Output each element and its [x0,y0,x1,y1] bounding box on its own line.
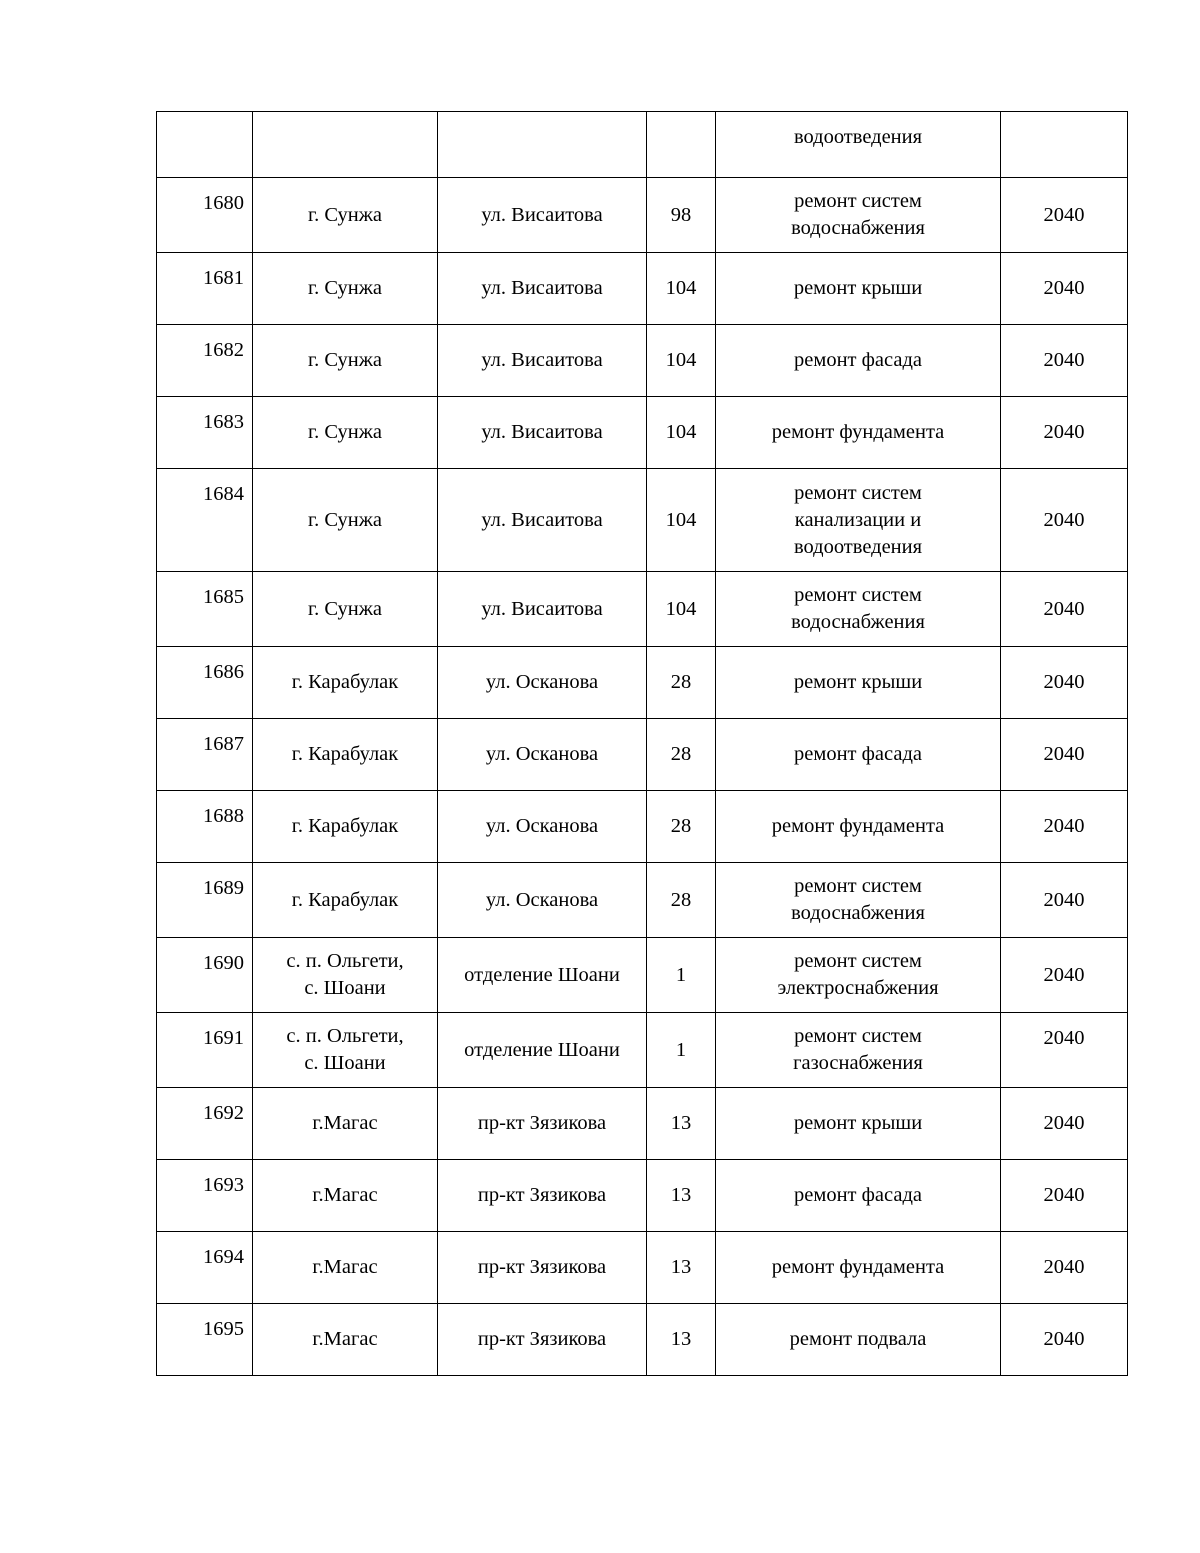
cell-street: ул. Висаитова [438,572,647,647]
cell-number: 1681 [157,253,253,325]
cell-year: 2040 [1001,469,1128,572]
cell-house: 28 [647,647,716,719]
cell-street: ул. Висаитова [438,253,647,325]
cell-year: 2040 [1001,719,1128,791]
cell-year: 2040 [1001,1304,1128,1376]
cell-number: 1680 [157,178,253,253]
cell-street: отделение Шоани [438,938,647,1013]
cell-work-type: ремонт крыши [716,647,1001,719]
cell-settlement: г. Сунжа [253,178,438,253]
cell-house: 1 [647,1013,716,1088]
repair-schedule-table [156,111,1128,1376]
cell-year: 2040 [1001,863,1128,938]
cell-house: 104 [647,253,716,325]
cell-settlement: г. Сунжа [253,469,438,572]
table-row [157,253,1128,325]
cell-settlement: г. Карабулак [253,863,438,938]
table-row [157,791,1128,863]
cell-street [438,112,647,178]
cell-work-type: водоотведения [716,112,1001,178]
cell-work-type: ремонт фундамента [716,1232,1001,1304]
cell-work-type: ремонт систем канализации и водоотведения [716,469,1001,572]
cell-house: 104 [647,397,716,469]
cell-street: ул. Осканова [438,647,647,719]
cell-number: 1686 [157,647,253,719]
cell-street: ул. Осканова [438,719,647,791]
cell-house: 28 [647,791,716,863]
cell-settlement: г. Сунжа [253,572,438,647]
cell-year: 2040 [1001,253,1128,325]
table-row [157,1304,1128,1376]
table-row [157,572,1128,647]
table-row [157,1013,1128,1088]
cell-street: ул. Висаитова [438,397,647,469]
cell-street: ул. Висаитова [438,469,647,572]
cell-house: 28 [647,719,716,791]
cell-work-type: ремонт крыши [716,253,1001,325]
cell-settlement: г.Магас [253,1232,438,1304]
cell-house: 13 [647,1088,716,1160]
cell-street: пр-кт Зязикова [438,1088,647,1160]
cell-settlement: г. Сунжа [253,397,438,469]
cell-house: 98 [647,178,716,253]
cell-work-type: ремонт фасада [716,1160,1001,1232]
cell-work-type: ремонт фундамента [716,397,1001,469]
cell-year: 2040 [1001,1160,1128,1232]
cell-street: ул. Висаитова [438,178,647,253]
cell-house: 1 [647,938,716,1013]
cell-settlement: г. Карабулак [253,791,438,863]
cell-house: 104 [647,469,716,572]
table-row [157,1088,1128,1160]
cell-number: 1690 [157,938,253,1013]
table-row [157,863,1128,938]
cell-number: 1682 [157,325,253,397]
cell-number: 1691 [157,1013,253,1088]
cell-street: пр-кт Зязикова [438,1304,647,1376]
table-row [157,397,1128,469]
cell-house: 13 [647,1160,716,1232]
cell-number: 1684 [157,469,253,572]
cell-settlement: г. Карабулак [253,719,438,791]
cell-settlement: г. Карабулак [253,647,438,719]
cell-work-type: ремонт систем водоснабжения [716,863,1001,938]
cell-street: ул. Осканова [438,791,647,863]
cell-house [647,112,716,178]
table-row [157,1232,1128,1304]
table-row [157,469,1128,572]
table-row [157,647,1128,719]
cell-year [1001,112,1128,178]
cell-year: 2040 [1001,325,1128,397]
cell-work-type: ремонт систем водоснабжения [716,572,1001,647]
table-row [157,719,1128,791]
cell-number: 1693 [157,1160,253,1232]
cell-house: 104 [647,572,716,647]
cell-number: 1695 [157,1304,253,1376]
table-row [157,325,1128,397]
cell-number: 1694 [157,1232,253,1304]
cell-number: 1687 [157,719,253,791]
cell-number: 1692 [157,1088,253,1160]
cell-year: 2040 [1001,1232,1128,1304]
cell-settlement: г.Магас [253,1304,438,1376]
cell-work-type: ремонт подвала [716,1304,1001,1376]
cell-house: 13 [647,1232,716,1304]
cell-street: ул. Осканова [438,863,647,938]
cell-street: пр-кт Зязикова [438,1160,647,1232]
cell-street: пр-кт Зязикова [438,1232,647,1304]
cell-year: 2040 [1001,647,1128,719]
cell-work-type: ремонт систем электроснабжения [716,938,1001,1013]
table-row [157,938,1128,1013]
cell-street: ул. Висаитова [438,325,647,397]
cell-year: 2040 [1001,178,1128,253]
cell-settlement: г. Сунжа [253,253,438,325]
cell-number: 1689 [157,863,253,938]
cell-number: 1688 [157,791,253,863]
cell-settlement: с. п. Ольгети, с. Шоани [253,938,438,1013]
cell-year: 2040 [1001,397,1128,469]
cell-street: отделение Шоани [438,1013,647,1088]
cell-year: 2040 [1001,1013,1128,1088]
cell-settlement: г. Сунжа [253,325,438,397]
cell-year: 2040 [1001,1088,1128,1160]
cell-settlement: г.Магас [253,1160,438,1232]
cell-number: 1685 [157,572,253,647]
cell-work-type: ремонт систем водоснабжения [716,178,1001,253]
table-row-continuation [157,112,1128,178]
cell-work-type: ремонт фасада [716,719,1001,791]
cell-settlement [253,112,438,178]
cell-work-type: ремонт фундамента [716,791,1001,863]
cell-number [157,112,253,178]
table-row [157,178,1128,253]
cell-house: 104 [647,325,716,397]
cell-house: 28 [647,863,716,938]
cell-house: 13 [647,1304,716,1376]
cell-settlement: с. п. Ольгети, с. Шоани [253,1013,438,1088]
cell-year: 2040 [1001,572,1128,647]
cell-year: 2040 [1001,791,1128,863]
cell-settlement: г.Магас [253,1088,438,1160]
table-row [157,1160,1128,1232]
cell-year: 2040 [1001,938,1128,1013]
cell-work-type: ремонт крыши [716,1088,1001,1160]
cell-number: 1683 [157,397,253,469]
cell-work-type: ремонт фасада [716,325,1001,397]
cell-work-type: ремонт систем газоснабжения [716,1013,1001,1088]
